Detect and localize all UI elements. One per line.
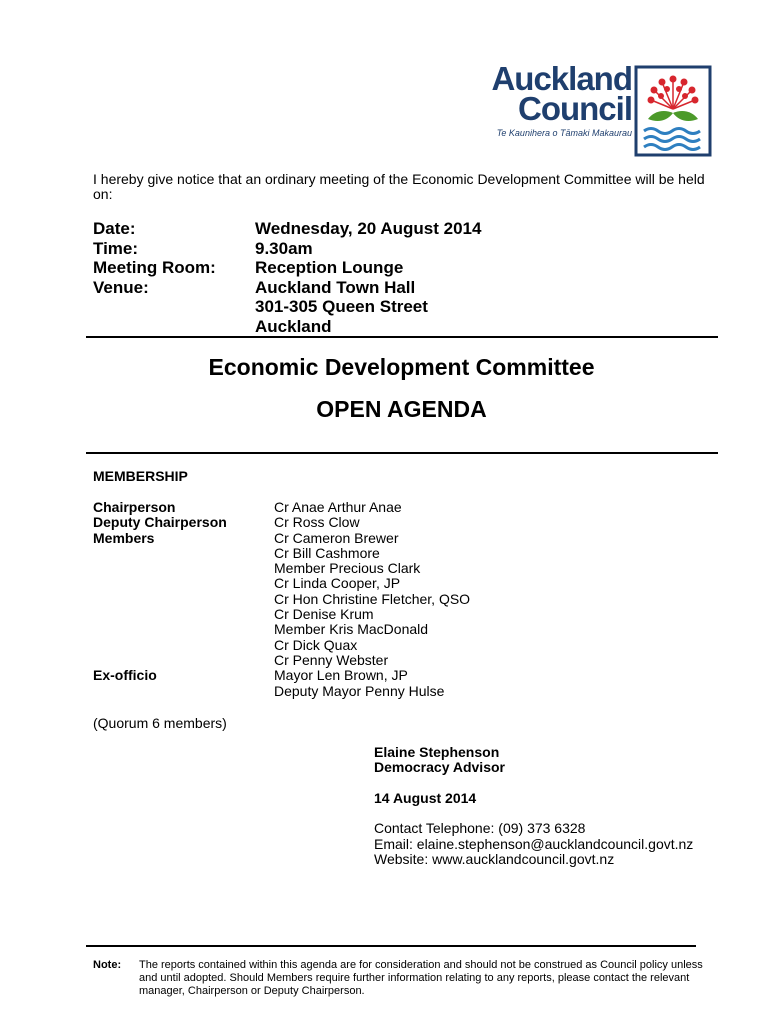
auckland-council-logo	[466, 60, 714, 160]
detail-label: Meeting Room:	[93, 258, 216, 277]
member-role: Ex-officio	[93, 667, 157, 684]
member-role	[93, 576, 274, 591]
member-row	[93, 684, 470, 699]
member-name: Cr Cameron Brewer	[274, 529, 399, 546]
membership-heading: MEMBERSHIP	[93, 468, 188, 484]
member-role	[93, 607, 274, 622]
detail-value: 301-305 Queen Street	[255, 297, 428, 316]
detail-value: 9.30am	[255, 238, 313, 258]
member-row	[93, 638, 470, 653]
logo-wordmark	[466, 60, 632, 138]
member-row	[93, 531, 470, 546]
divider	[86, 452, 718, 454]
detail-label: Time:	[93, 238, 139, 258]
contact-telephone: Contact Telephone: (09) 373 6328	[374, 820, 586, 837]
member-row	[93, 500, 470, 515]
detail-value: Wednesday, 20 August 2014	[255, 219, 482, 238]
member-name: Cr Linda Cooper, JP	[274, 575, 401, 592]
member-name: Cr Dick Quax	[274, 636, 358, 653]
membership-list	[93, 500, 470, 699]
member-name: Member Kris MacDonald	[274, 621, 429, 638]
pohutukawa-flower-icon	[634, 65, 712, 157]
detail-row	[93, 278, 481, 298]
member-name: Mayor Len Brown, JP	[274, 667, 408, 684]
signoff-block	[374, 745, 693, 867]
detail-value: Auckland	[255, 316, 332, 336]
note-text: The reports contained within this agenda are for consideration and should not be construed as Council policy unless and until adopted. Should Members require further information relating to any reports, please contact the relevant manager, Chairperson or Deputy Chairperson.	[139, 959, 703, 997]
member-row	[93, 561, 470, 576]
note-label: Note:	[93, 959, 122, 971]
advisor-title: Democracy Advisor	[374, 759, 505, 776]
logo-line-1: Auckland	[491, 60, 632, 97]
detail-label: Date:	[93, 219, 136, 238]
member-row	[93, 576, 470, 591]
member-row	[93, 515, 470, 530]
detail-value: Reception Lounge	[255, 258, 404, 277]
footer-divider	[86, 945, 696, 947]
member-name: Cr Hon Christine Fletcher, QSO	[274, 590, 471, 607]
logo-line-2: Council	[518, 90, 632, 127]
member-row	[93, 592, 470, 607]
member-role: Chairperson	[93, 499, 176, 515]
member-role	[93, 592, 274, 607]
member-row	[93, 653, 470, 668]
footer-note	[93, 959, 703, 998]
member-role	[93, 653, 274, 668]
detail-row	[93, 317, 481, 337]
committee-title: Economic Development Committee	[208, 354, 595, 380]
notice-date: 14 August 2014	[374, 789, 477, 806]
detail-value: Auckland Town Hall	[255, 277, 416, 297]
member-row	[93, 668, 470, 683]
member-name: Cr Penny Webster	[274, 651, 389, 668]
detail-row	[93, 219, 481, 239]
agenda-title: OPEN AGENDA	[316, 396, 487, 422]
member-name: Cr Ross Clow	[274, 514, 360, 531]
contact-email[interactable]: Email: elaine.stephenson@aucklandcouncil.govt.nz	[374, 835, 694, 852]
member-role	[93, 546, 274, 561]
contact-website[interactable]: Website: www.aucklandcouncil.govt.nz	[374, 851, 615, 868]
notice-intro: I hereby give notice that an ordinary meeting of the Economic Development Committee will be held on:	[93, 171, 705, 202]
detail-label	[93, 297, 255, 317]
detail-row	[93, 239, 481, 259]
member-name: Member Precious Clark	[274, 560, 421, 577]
quorum-note: (Quorum 6 members)	[93, 715, 227, 731]
member-name: Deputy Mayor Penny Hulse	[274, 682, 445, 699]
member-role	[93, 684, 274, 699]
member-role	[93, 638, 274, 653]
member-name: Cr Anae Arthur Anae	[274, 499, 402, 515]
member-row	[93, 546, 470, 561]
member-role	[93, 622, 274, 637]
logo-tagline: Te Kaunihera o Tāmaki Makaurau	[496, 128, 632, 138]
member-name: Cr Bill Cashmore	[274, 544, 380, 561]
detail-row	[93, 297, 481, 317]
member-name: Cr Denise Krum	[274, 606, 374, 623]
detail-row	[93, 258, 481, 278]
member-row	[93, 607, 470, 622]
meeting-details	[93, 219, 481, 336]
member-role	[93, 561, 274, 576]
detail-label: Venue:	[93, 277, 149, 297]
member-row	[93, 622, 470, 637]
advisor-name: Elaine Stephenson	[374, 744, 500, 760]
member-role: Members	[93, 529, 155, 546]
member-role: Deputy Chairperson	[93, 514, 227, 531]
detail-label	[93, 317, 255, 337]
divider	[86, 336, 718, 338]
